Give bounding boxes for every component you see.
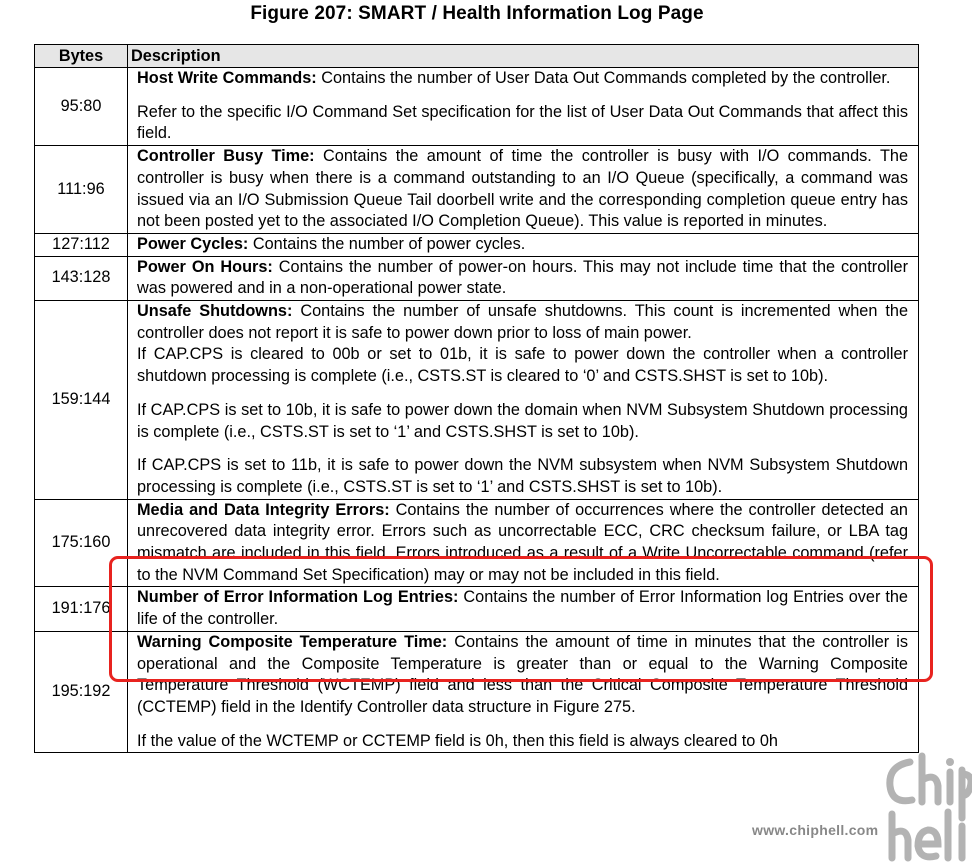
byte-range: 127:112 <box>35 233 128 256</box>
field-description <box>128 68 919 146</box>
table-row <box>35 631 919 753</box>
description-paragraph: If the value of the WCTEMP or CCTEMP field is 0h, then this field is always cleared to 0h <box>137 731 778 750</box>
byte-range: 175:160 <box>35 499 128 587</box>
description-text: Contains the amount of time the controller is busy with I/O commands. The controller is busy when there is a command outstanding to an I/O Queue (specifically, a command was issued via an I/O Submission Queue Tail doorbell write and the corresponding completion queue entry has not been posted yet to the associated I/O Completion Queue). This value is reported in minutes. <box>137 147 909 231</box>
description-text: Contains the number of power cycles. <box>248 234 526 253</box>
description-paragraph: If CAP.CPS is set to 11b, it is safe to power down the NVM subsystem when NVM Subsystem Shutdown processing is complete (i.e., CSTS.ST is set to ‘1’ and CSTS.SHST is set to 10b). <box>137 456 908 496</box>
field-description <box>128 146 919 234</box>
field-description <box>128 301 919 500</box>
byte-range: 143:128 <box>35 256 128 300</box>
field-description <box>128 631 919 753</box>
description-paragraph: If CAP.CPS is set to 10b, it is safe to power down the domain when NVM Subsystem Shutdown processing is complete (i.e., CSTS.ST is set to ‘1’ and CSTS.SHST is set to 10b). <box>137 400 908 441</box>
watermark-url: www.chiphell.com <box>752 822 879 838</box>
field-description <box>128 256 919 300</box>
description-column-header: Description <box>128 45 919 68</box>
chiphell-logo-icon <box>880 752 972 864</box>
field-name: Media and Data Integrity Errors: <box>137 500 390 519</box>
byte-range: 191:176 <box>35 587 128 631</box>
field-name: Power Cycles: <box>137 234 249 253</box>
description-text: Contains the amount of time in minutes that the controller is operational and the Composite Temperature is greater than or equal to the Warning Composite Temperature Threshold (WCTEMP) field and less than the Critical Composite Temperature Threshold (CCTEMP) field in the Identify Controller data structure in Figure 275. <box>137 632 908 716</box>
figure-title: Figure 207: SMART / Health Information Log Page <box>250 3 704 24</box>
field-name: Unsafe Shutdowns: <box>137 302 293 321</box>
field-description <box>128 499 919 587</box>
table-row <box>35 68 919 146</box>
byte-range: 95:80 <box>35 68 128 146</box>
byte-range: 195:192 <box>35 631 128 753</box>
description-text: Contains the number of unsafe shutdowns. This count is incremented when the controller does not report it is safe to power down prior to loss of main power. <box>137 302 908 342</box>
field-name: Host Write Commands: <box>137 69 317 87</box>
description-text: Contains the number of occurrences where the controller detected an unrecovered data integrity error. Errors such as uncorrectable ECC, CRC checksum failure, or LBA tag mismatch are included in this field. Errors introduced as a result of a Write Uncorrectable command (refer to the NVM Command Set Specification) may or may not be included in this field. <box>137 500 908 584</box>
table-row <box>35 146 919 234</box>
field-description <box>128 233 919 256</box>
table-row <box>35 587 919 631</box>
smart-log-table <box>34 44 919 753</box>
byte-range: 159:144 <box>35 301 128 500</box>
table-header-row <box>35 45 919 68</box>
table-row <box>35 233 919 256</box>
table-row <box>35 499 919 587</box>
field-name: Number of Error Information Log Entries: <box>137 588 459 607</box>
field-name: Controller Busy Time: <box>137 147 315 166</box>
description-text: Contains the number of Error Information log Entries over the life of the controller. <box>137 588 908 629</box>
description-text: Contains the number of power-on hours. This may not include time that the controller was powered and in a non-operational power state. <box>137 257 908 298</box>
description-text: Contains the number of User Data Out Commands completed by the controller. <box>316 69 891 87</box>
description-paragraph: Refer to the specific I/O Command Set specification for the list of User Data Out Commands that affect this field. <box>137 102 908 143</box>
byte-range: 111:96 <box>35 146 128 234</box>
bytes-column-header: Bytes <box>35 45 128 68</box>
table-row <box>35 301 919 500</box>
field-name: Power On Hours: <box>137 257 273 276</box>
field-description <box>128 587 919 631</box>
field-name: Warning Composite Temperature Time: <box>137 632 448 651</box>
description-paragraph: If CAP.CPS is cleared to 00b or set to 01b, it is safe to power down the controller when a controller shutdown processing is complete (i.e., CSTS.ST is cleared to ‘0’ and CSTS.SHST is set to 10b). <box>137 345 908 386</box>
table-row <box>35 256 919 300</box>
